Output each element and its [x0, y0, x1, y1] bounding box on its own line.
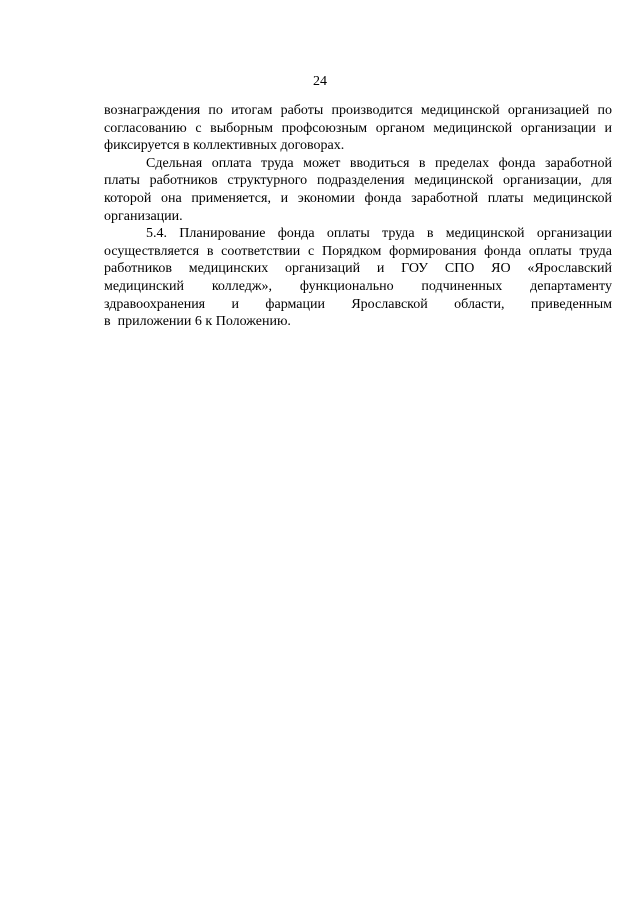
text-line: медицинский колледж», функционально подчиненных департаменту — [104, 278, 612, 294]
text-line: осуществляется в соответствии с Порядком формирования фонда оплаты труда — [104, 243, 612, 259]
text-line: организации. — [104, 208, 183, 224]
text-line: в приложении 6 к Положению. — [104, 314, 291, 330]
text-line: 5.4. Планирование фонда оплаты труда в медицинской организации — [146, 226, 612, 242]
paragraph-bonus-agreement — [104, 102, 612, 155]
text-line: вознаграждения по итогам работы производится медицинской организацией по — [104, 103, 612, 118]
page-number: 24 — [313, 74, 327, 89]
text-line: согласованию с выборным профсоюзным органом медицинской организации и — [104, 120, 612, 136]
text-line: фиксируется в коллективных договорах. — [104, 138, 345, 154]
paragraph-piece-rate-pay — [104, 155, 612, 225]
text-line: здравоохранения и фармации Ярославской области, приведенным — [104, 296, 612, 312]
text-line: которой она применяется, и экономии фонда заработной платы медицинской — [104, 190, 612, 206]
text-line: Сдельная оплата труда может вводиться в пределах фонда заработной — [146, 155, 612, 171]
document-body — [104, 102, 612, 331]
text-line: платы работников структурного подразделения медицинской организации, для — [104, 173, 612, 189]
text-line: работников медицинских организаций и ГОУ СПО ЯО «Ярославский — [104, 261, 612, 277]
paragraph-5-4-payroll-planning — [104, 225, 612, 331]
